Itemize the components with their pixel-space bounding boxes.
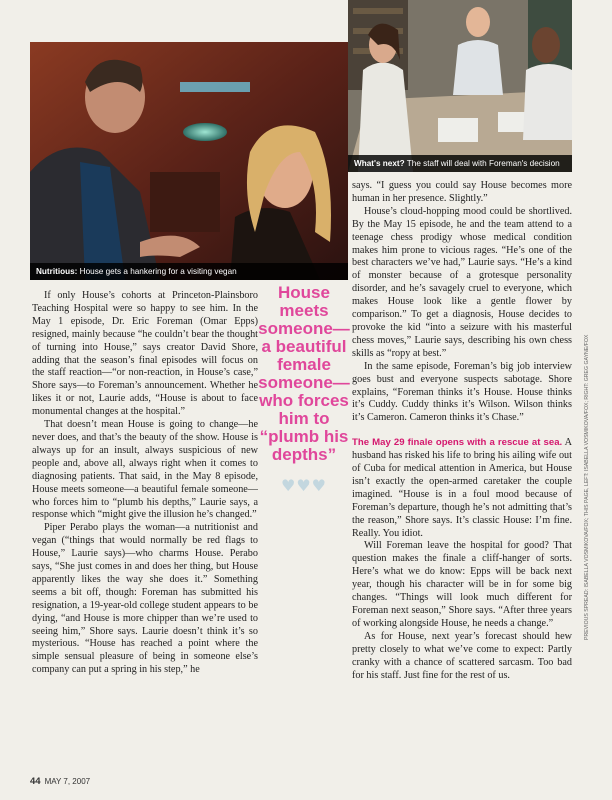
main-photo: [30, 42, 348, 280]
article-column-right: [352, 180, 572, 682]
paragraph: As for House, next year’s forecast should hew pretty closely to what we’ve come to expect: Partly cranky with a chance of scattered sarcasm. Too bad for his staff. Just fine for the rest of us.: [352, 630, 572, 681]
main-photo-art: [30, 42, 348, 280]
section-paragraph: [352, 437, 572, 540]
paragraph: That doesn’t mean House is going to change—he never does, and that’s the beauty of the show. House is always up for an insult, always suspicious of new people and, above all, always right when it comes to diagnosing patients. That said, in the May 8 episode, House meets someone—a beautiful female someone—who forces him to “plumb his depths,” Laurie says, a response which “might give the illusion he’s changed.”: [32, 419, 258, 521]
paragraph: If only House’s cohorts at Princeton-Plainsboro Teaching Hospital were so happy to see him. In the May 1 episode, Dr. Eric Foreman (Omar Epps) resigned, mainly because “he couldn’t bear the thought of turning into House,” says creator David Shore, adding that the season’s final episodes will focus on the staff reaction—“or non-reaction, in House’s case,” Shore says—to Foreman’s announcement. Whether he likes it or not, Laurie adds, “House is about to face monumental changes at the hospital.”: [32, 290, 258, 418]
paragraph: Piper Perabo plays the woman—a nutritionist and vegan (“things that would normally be red flags to House,” Laurie says)—who charms House. Perabo says, “She just comes in and does her thing, but House apparently likes the way she does it.” Something seems a bit off, though: Foreman has submitted his resignation, a 19-year-old college student appears to be dying, “and House is more chipper than we’re used to seeing him,” Shore says. Laurie doesn’t think it’s so mysterious. “House has reached a point where the simple sensual pleasure of being in someone else’s company can put a spring in his step,” he: [32, 522, 258, 676]
side-photo: [348, 0, 572, 172]
paragraph-text: A husband has risked his life to bring his ailing wife out of Cuba for medical attention in America, but House isn’t exactly the open-armed caretaker the couple imagined. “House is in a foul mood because of Foreman’s departure, though he’s not admitting that’s the reason,” Shore says. It’s classic House: I’m fine. Really. You idiot.: [352, 437, 572, 539]
caption-text: The staff will deal with Foreman's decision: [406, 159, 560, 168]
article-column-left: [32, 290, 258, 677]
side-photo-caption: [348, 155, 572, 172]
caption-label: Nutritious:: [36, 267, 78, 276]
paragraph: Will Foreman leave the hospital for good? That question makes the finale a cliff-hanger of sorts. Here’s what we do know: Epps will be back next year, though his character will be in for some big changes. “Things will look much different for Foreman next season,” Shore says. “After three years of working alongside House, he needs a change.”: [352, 540, 572, 629]
paragraph: In the same episode, Foreman’s big job interview goes bust and everyone suspects sabotage. Shore explains, “Foreman thinks it’s House. House thinks it’s Cuddy. Cuddy thinks it’s Wilson. Wilson thinks it’s Cameron. Cameron thinks it’s Chase.”: [352, 360, 572, 424]
caption-text: House gets a hankering for a visiting vegan: [79, 267, 237, 276]
paragraph: House’s cloud-hopping mood could be shortlived. By the May 15 episode, he and the team attend to a teenage chess prodigy whose medical condition makes him prone to vicious rages. “He’s one of the best characters we’ve had,” Laurie says. “He’s a kind of monster because of a grotesque personality disorder, and he’s savagely cruel to everyone, which makes House look like a gentle flower by comparison.” To get a diagnosis, House decides to provoke the kid “into a seizure with his masterful chess moves,” Laurie says, describing his own chess skills as “ropy at best.”: [352, 205, 572, 359]
section-runin-heading: The May 29 finale opens with a rescue at sea.: [352, 437, 563, 449]
photo-credit: PREVIOUS SPREAD: ISABELLA VOSMIKOVA/FOX; THIS PAGE, LEFT: ISABELLA VOSMIKOVA/FOX; RIGHT: GREG GAYNE/FOX: [584, 334, 590, 640]
issue-date: MAY 7, 2007: [44, 777, 91, 786]
caption-label: What's next?: [354, 159, 405, 168]
page-number: 44: [30, 776, 41, 787]
side-photo-art: [348, 0, 572, 172]
pull-quote: House meets someone— a beautiful female someone— who forces him to “plumb his depths”: [258, 283, 350, 464]
paragraph: says. “I guess you could say House becomes more human in her presence. Slightly.”: [352, 180, 572, 204]
page-folio: [30, 776, 90, 787]
hearts-ornament: ♥♥♥: [280, 476, 328, 495]
main-photo-caption: [30, 263, 348, 280]
